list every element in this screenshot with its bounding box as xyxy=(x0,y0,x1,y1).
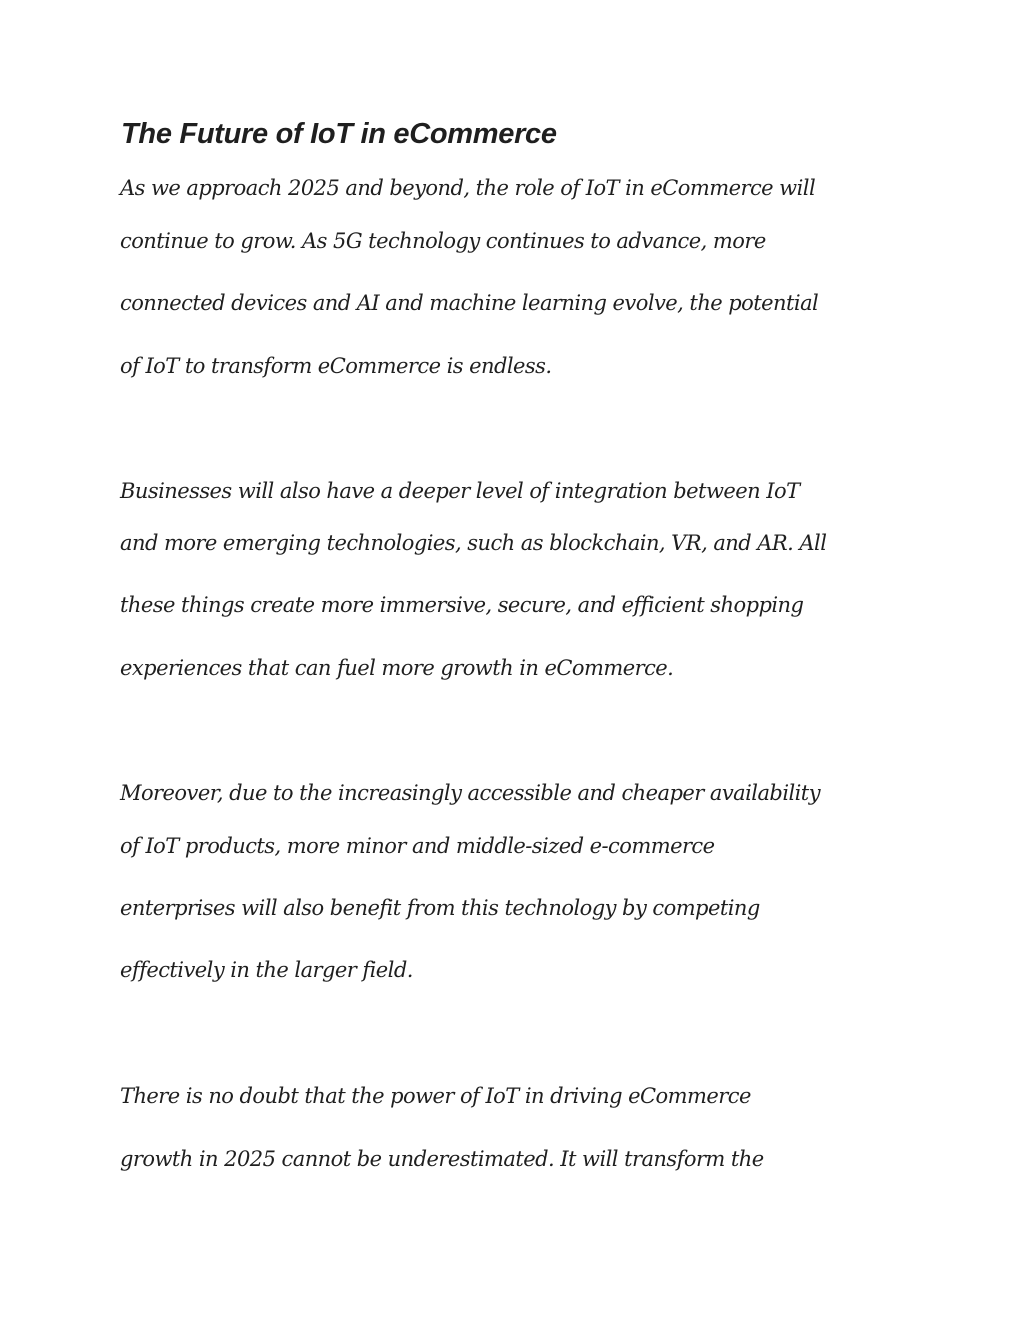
paragraph-3-line-1: Moreover, due to the increasingly accessible and cheaper availability xyxy=(120,781,821,805)
paragraph-1-line-3: connected devices and AI and machine learning evolve, the potential xyxy=(120,291,819,315)
paragraph-3-line-3: enterprises will also benefit from this technology by competing xyxy=(120,896,760,920)
paragraph-3-line-4: effectively in the larger field. xyxy=(120,958,413,982)
paragraph-2-line-4: experiences that can fuel more growth in eCommerce. xyxy=(120,656,674,680)
paragraph-2-line-1: Businesses will also have a deeper level of integration between IoT xyxy=(120,479,800,503)
paragraph-4-line-1: There is no doubt that the power of IoT in driving eCommerce xyxy=(120,1084,751,1108)
section-heading: The Future of IoT in eCommerce xyxy=(121,118,557,150)
paragraph-1-line-4: of IoT to transform eCommerce is endless. xyxy=(120,354,552,378)
paragraph-3-line-2: of IoT products, more minor and middle-sized e-commerce xyxy=(120,834,715,858)
paragraph-1-line-1: As we approach 2025 and beyond, the role of IoT in eCommerce will xyxy=(120,176,816,200)
paragraph-4-line-2: growth in 2025 cannot be underestimated. It will transform the xyxy=(120,1147,764,1171)
paragraph-2-line-2: and more emerging technologies, such as blockchain, VR, and AR. All xyxy=(120,531,827,555)
paragraph-2-line-3: these things create more immersive, secure, and efficient shopping xyxy=(120,593,804,617)
paragraph-1-line-2: continue to grow. As 5G technology continues to advance, more xyxy=(120,229,766,253)
